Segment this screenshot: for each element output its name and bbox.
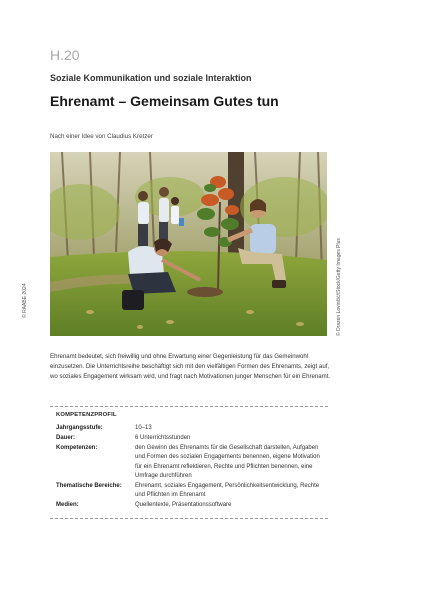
profile-row-media [50,501,328,510]
profile-label: Jahrgangsstufe: [56,425,103,431]
competence-profile [50,406,328,519]
intro-paragraph: Ehrenamt bedeutet, sich freiwillig und ohne Erwartung einer Gegenleistung für das Gemeinwohl einzusetzen. Die Unterrichtsreihe beschäftigt sich mit den vielfältigen Formen des Ehrenamts, zeigt auf, wo soziales Engagement wirksam wird, und fragt nach Motivationen junger Menschen für ein Ehrenamt. [50,353,331,381]
profile-row-competences [50,444,328,482]
profile-value: den Gewinn des Ehrenamts für die Gesellschaft darstellen, Aufgaben und Formen des sozialen Engagements benennen, eigene Motivation für ein Ehrenamt reflektieren, Rechte und Pflichten benennen, eine Umfrage durchführen [135,444,320,480]
unit-code: H.20 [50,47,80,63]
profile-value: 10–13 [135,425,152,431]
profile-row-grade [50,424,328,433]
profile-label: Thematische Bereiche: [56,482,122,489]
profile-row-topics [50,482,328,501]
top-divider [50,406,328,407]
unit-subtitle: Soziale Kommunikation und soziale Interaktion [50,73,252,83]
profile-label: Dauer: [56,434,76,441]
author-note: Nach einer Idee von Claudius Kretzer [50,133,153,140]
page-title: Ehrenamt – Gemeinsam Gutes tun [50,93,279,109]
profile-value: 6 Unterrichtsstunden [135,434,191,441]
profile-label: Medien: [56,502,79,509]
profile-heading: KOMPETENZPROFIL [56,412,117,418]
profile-row-duration [50,434,328,443]
side-copyright: © RAABE 2024 [22,283,28,318]
volunteers-photo [50,152,327,336]
profile-label: Kompetenzen: [56,444,98,451]
photo-credit: © Drazen Lovinčić/iStock/Getty Images Plus [336,238,342,336]
profile-value: Ehrenamt, soziales Engagement, Persönlichkeitsentwicklung, Rechte und Pflichten im Ehrenamt [135,482,320,499]
profile-value: Quellentexte, Präsentationssoftware [135,502,232,509]
bottom-divider [50,518,328,519]
